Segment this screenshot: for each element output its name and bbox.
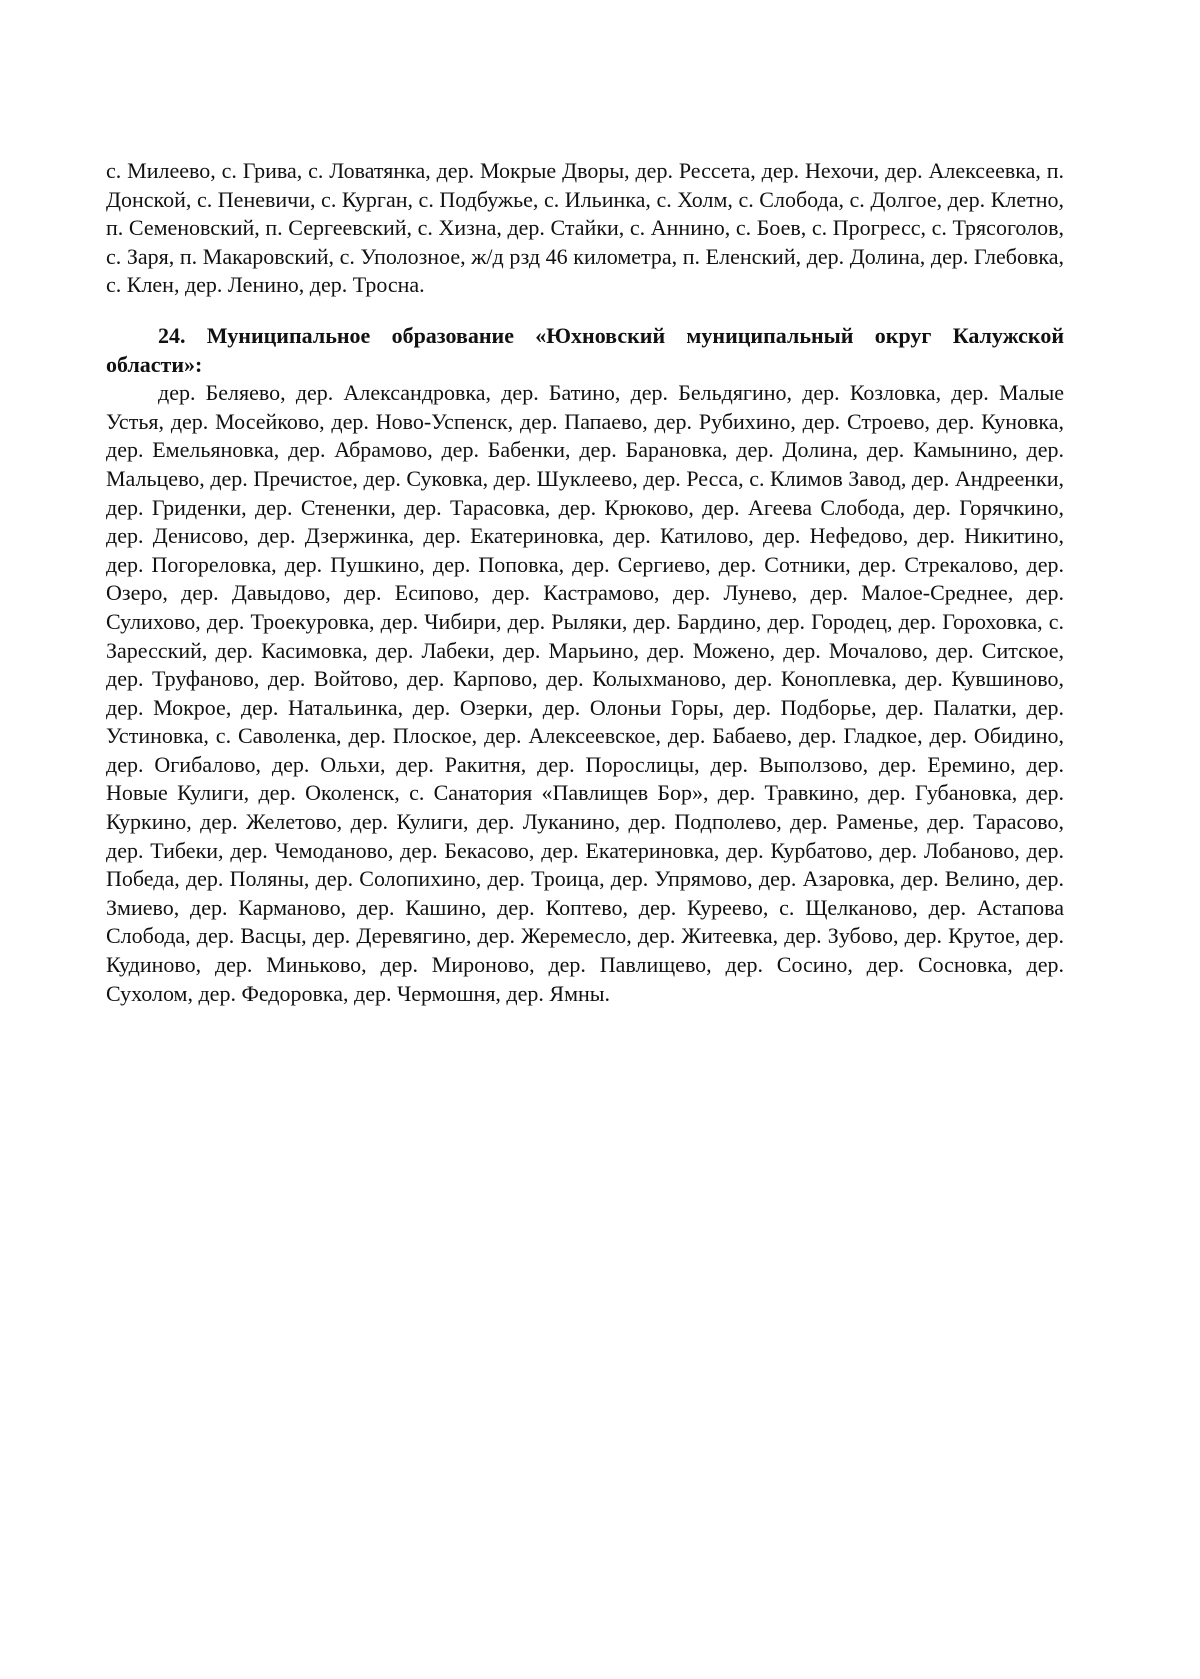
document-page bbox=[106, 157, 1064, 1008]
section-paragraph: дер. Беляево, дер. Александровка, дер. Батино, дер. Бельдягино, дер. Козловка, дер. Малые Устья, дер. Мосейково, дер. Ново-Успенск, дер. Папаево, дер. Рубихино, дер. Строево, дер. Куновка, дер. Емельяновка, дер. Абрамово, дер. Бабенки, дер. Барановка, дер. Долина, дер. Камынино, дер. Мальцево, дер. Пречистое, дер. Суковка, дер. Шуклеево, дер. Ресса, с. Климов Завод, дер. Андреенки, дер. Гриденки, дер. Стененки, дер. Тарасовка, дер. Крюково, дер. Агеева Слобода, дер. Горячкино, дер. Денисово, дер. Дзержинка, дер. Екатериновка, дер. Катилово, дер. Нефедово, дер. Никитино, дер. Погореловка, дер. Пушкино, дер. Поповка, дер. Сергиево, дер. Сотники, дер. Стрекалово, дер. Озеро, дер. Давыдово, дер. Есипово, дер. Кастрамово, дер. Лунево, дер. Малое-Среднее, дер. Сулихово, дер. Троекуровка, дер. Чибири, дер. Рыляки, дер. Бардино, дер. Городец, дер. Гороховка, с. Заресский, дер. Касимовка, дер. Лабеки, дер. Марьино, дер. Можено, дер. Мочалово, дер. Ситское, дер. Труфаново, дер. Войтово, дер. Карпово, дер. Колыхманово, дер. Коноплевка, дер. Кувшиново, дер. Мокрое, дер. Натальинка, дер. Озерки, дер. Олоньи Горы, дер. Подборье, дер. Палатки, дер. Устиновка, с. Саволенка, дер. Плоское, дер. Алексеевское, дер. Бабаево, дер. Гладкое, дер. Обидино, дер. Огибалово, дер. Ольхи, дер. Ракитня, дер. Порослицы, дер. Выползово, дер. Еремино, дер. Новые Кулиги, дер. Околенск, с. Санатория «Павлищев Бор», дер. Травкино, дер. Губановка, дер. Куркино, дер. Желетово, дер. Кулиги, дер. Луканино, дер. Подполево, дер. Раменье, дер. Тарасово, дер. Тибеки, дер. Чемоданово, дер. Бекасово, дер. Екатериновка, дер. Курбатово, дер. Лобаново, дер. Победа, дер. Поляны, дер. Солопихино, дер. Троица, дер. Упрямово, дер. Азаровка, дер. Велино, дер. Змиево, дер. Карманово, дер. Кашино, дер. Коптево, дер. Куреево, с. Щелканово, дер. Астапова Слобода, дер. Васцы, дер. Деревягино, дер. Жеремесло, дер. Житеевка, дер. Зубово, дер. Крутое, дер. Кудиново, дер. Миньково, дер. Мироново, дер. Павлищево, дер. Сосино, дер. Сосновка, дер. Сухолом, дер. Федоровка, дер. Чермошня, дер. Ямны. bbox=[106, 380, 1064, 1006]
section-heading: 24. Муниципальное образование «Юхновский муниципальный округ Калужской области»: bbox=[106, 322, 1064, 377]
continuation-paragraph: с. Милеево, с. Грива, с. Ловатянка, дер. Мокрые Дворы, дер. Рессета, дер. Нехочи, дер. Алексеевка, п. Донской, с. Пеневичи, с. Курган, с. Подбужье, с. Ильинка, с. Холм, с. Слобода, с. Долгое, дер. Клетно, п. Семеновский, п. Сергеевский, с. Хизна, дер. Стайки, с. Аннино, с. Боев, с. Прогресс, с. Трясоголов, с. Заря, п. Макаровский, с. Уполозное, ж/д рзд 46 километра, п. Еленский, дер. Долина, дер. Глебовка, с. Клен, дер. Ленино, дер. Тросна. bbox=[106, 158, 1064, 298]
